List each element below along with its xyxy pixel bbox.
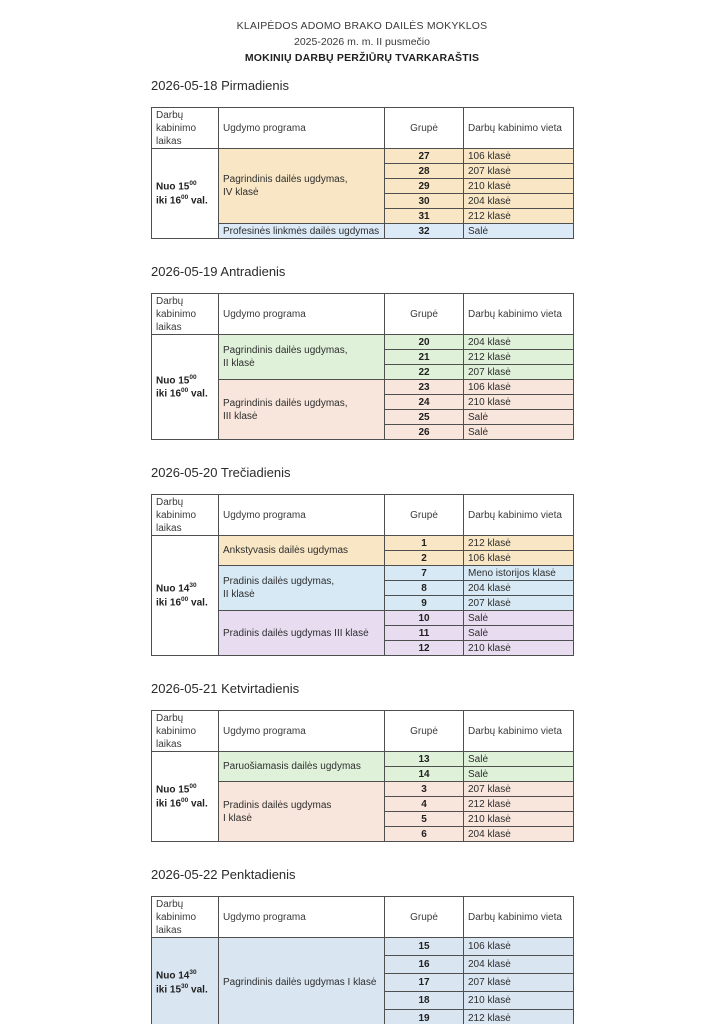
header-group: Grupė	[385, 294, 464, 335]
location-cell: 212 klasė	[464, 536, 574, 551]
group-number-cell: 5	[385, 812, 464, 827]
program-cell	[219, 938, 385, 1024]
program-cell	[219, 752, 385, 782]
schedule-table	[151, 107, 574, 239]
group-number-cell: 26	[385, 425, 464, 440]
location-cell: Salė	[464, 425, 574, 440]
location-cell: 207 klasė	[464, 365, 574, 380]
location-cell: 106 klasė	[464, 380, 574, 395]
location-cell: 210 klasė	[464, 395, 574, 410]
header-program: Ugdymo programa	[219, 495, 385, 536]
location-cell: Salė	[464, 224, 574, 239]
section-date-heading: 2026-05-19 Antradienis	[151, 264, 286, 279]
group-number-cell: 8	[385, 581, 464, 596]
location-cell: Salė	[464, 752, 574, 767]
group-number-cell: 10	[385, 611, 464, 626]
program-line: Paruošiamasis dailės ugdymas	[223, 761, 361, 772]
time-line: Nuo $15^{00}$	[156, 180, 197, 193]
program-cell	[219, 566, 385, 611]
time-line: iki $15^{30}$ val.	[156, 982, 208, 995]
table-row	[152, 149, 574, 164]
group-number-cell: 9	[385, 596, 464, 611]
time-line: iki $16^{00}$ val.	[156, 193, 208, 206]
header-program: Ugdymo programa	[219, 294, 385, 335]
header-time: Darbų kabinimo laikas	[152, 294, 219, 335]
group-number-cell: 3	[385, 782, 464, 797]
time-line: iki $16^{00}$ val.	[156, 796, 208, 809]
group-number-cell: 21	[385, 350, 464, 365]
header-time: Darbų kabinimo laikas	[152, 711, 219, 752]
header-program: Ugdymo programa	[219, 711, 385, 752]
time-cell	[152, 335, 219, 440]
group-number-cell: 30	[385, 194, 464, 209]
program-cell	[219, 224, 385, 239]
time-line: iki $16^{00}$ val.	[156, 595, 208, 608]
time-cell	[152, 536, 219, 656]
location-cell: 106 klasė	[464, 149, 574, 164]
schedule-table	[151, 896, 574, 1024]
schedule-section	[151, 78, 575, 239]
schedule-table	[151, 293, 574, 440]
program-line: Pagrindinis dailės ugdymas,	[223, 397, 348, 409]
time-line: Nuo $15^{00}$	[156, 783, 197, 796]
group-number-cell: 28	[385, 164, 464, 179]
location-cell: Salė	[464, 611, 574, 626]
location-cell: 210 klasė	[464, 992, 574, 1010]
location-cell: 210 klasė	[464, 179, 574, 194]
program-line: IV klasė	[223, 187, 259, 198]
group-number-cell: 18	[385, 992, 464, 1010]
time-line: iki $16^{00}$ val.	[156, 387, 208, 400]
group-number-cell: 25	[385, 410, 464, 425]
table-row	[152, 752, 574, 767]
location-cell: 204 klasė	[464, 335, 574, 350]
time-cell	[152, 938, 219, 1024]
location-cell: 212 klasė	[464, 350, 574, 365]
header-row	[152, 495, 574, 536]
group-number-cell: 6	[385, 827, 464, 842]
location-cell: 210 klasė	[464, 641, 574, 656]
group-number-cell: 20	[385, 335, 464, 350]
location-cell: 204 klasė	[464, 194, 574, 209]
section-date-heading: 2026-05-21 Ketvirtadienis	[151, 681, 300, 696]
location-cell: 204 klasė	[464, 827, 574, 842]
group-number-cell: 29	[385, 179, 464, 194]
table-row	[152, 335, 574, 350]
group-number-cell: 24	[385, 395, 464, 410]
time-line: Nuo $15^{00}$	[156, 373, 197, 386]
header-row	[152, 711, 574, 752]
title-block	[0, 20, 724, 64]
table-row	[152, 938, 574, 956]
program-line: Pagrindinis dailės ugdymas I klasė	[223, 977, 377, 988]
section-date-heading: 2026-05-18 Pirmadienis	[151, 78, 290, 93]
header-group: Grupė	[385, 897, 464, 938]
time-cell	[152, 752, 219, 842]
group-number-cell: 15	[385, 938, 464, 956]
header-location: Darbų kabinimo vieta	[464, 294, 574, 335]
schedule-table	[151, 494, 574, 656]
location-cell: Meno istorijos klasė	[464, 566, 574, 581]
section-date-heading: 2026-05-20 Trečiadienis	[151, 465, 291, 480]
header-location: Darbų kabinimo vieta	[464, 711, 574, 752]
location-cell: Salė	[464, 767, 574, 782]
group-number-cell: 17	[385, 974, 464, 992]
program-cell	[219, 782, 385, 842]
schedule-section	[151, 465, 575, 656]
document-title: MOKINIŲ DARBŲ PERŽIŪRŲ TVARKARAŠTIS	[244, 52, 480, 64]
group-number-cell: 32	[385, 224, 464, 239]
group-number-cell: 7	[385, 566, 464, 581]
group-number-cell: 16	[385, 956, 464, 974]
program-line: Pradinis dailės ugdymas,	[223, 576, 335, 587]
time-line: Nuo $14^{30}$	[156, 582, 197, 595]
header-location: Darbų kabinimo vieta	[464, 495, 574, 536]
program-cell	[219, 335, 385, 380]
program-line: Profesinės linkmės dailės ugdymas	[223, 225, 380, 237]
program-line: II klasė	[223, 589, 255, 600]
program-line: I klasė	[223, 812, 252, 824]
schedule-section	[151, 867, 575, 1024]
program-cell	[219, 611, 385, 656]
schedule-sections	[151, 78, 575, 1024]
location-cell: 207 klasė	[464, 596, 574, 611]
header-time: Darbų kabinimo laikas	[152, 495, 219, 536]
program-line: Pradinis dailės ugdymas III klasė	[223, 627, 369, 639]
location-cell: 212 klasė	[464, 797, 574, 812]
program-line: III klasė	[223, 410, 258, 422]
group-number-cell: 13	[385, 752, 464, 767]
location-cell: 204 klasė	[464, 581, 574, 596]
program-line: Ankstyvasis dailės ugdymas	[223, 545, 349, 556]
time-cell	[152, 149, 219, 239]
group-number-cell: 12	[385, 641, 464, 656]
location-cell: 106 klasė	[464, 938, 574, 956]
schedule-section	[151, 264, 575, 440]
program-cell	[219, 536, 385, 566]
location-cell: 212 klasė	[464, 209, 574, 224]
location-cell: 212 klasė	[464, 1010, 574, 1024]
header-row	[152, 108, 574, 149]
header-location: Darbų kabinimo vieta	[464, 897, 574, 938]
header-group: Grupė	[385, 711, 464, 752]
header-row	[152, 897, 574, 938]
program-cell	[219, 149, 385, 224]
group-number-cell: 31	[385, 209, 464, 224]
group-number-cell: 14	[385, 767, 464, 782]
group-number-cell: 2	[385, 551, 464, 566]
school-name: KLAIPĖDOS ADOMO BRAKO DAILĖS MOKYKLOS	[236, 20, 488, 32]
location-cell: Salė	[464, 410, 574, 425]
term-subtitle: 2025-2026 m. m. II pusmečio	[294, 36, 430, 48]
location-cell: 207 klasė	[464, 974, 574, 992]
location-cell: 210 klasė	[464, 812, 574, 827]
group-number-cell: 4	[385, 797, 464, 812]
location-cell: Salė	[464, 626, 574, 641]
header-time: Darbų kabinimo laikas	[152, 897, 219, 938]
schedule-section	[151, 681, 575, 842]
program-line: Pradinis dailės ugdymas	[223, 799, 332, 811]
header-group: Grupė	[385, 495, 464, 536]
header-location: Darbų kabinimo vieta	[464, 108, 574, 149]
header-program: Ugdymo programa	[219, 108, 385, 149]
location-cell: 204 klasė	[464, 956, 574, 974]
program-line: Pagrindinis dailės ugdymas,	[223, 345, 348, 356]
header-time: Darbų kabinimo laikas	[152, 108, 219, 149]
location-cell: 106 klasė	[464, 551, 574, 566]
group-number-cell: 23	[385, 380, 464, 395]
header-row	[152, 294, 574, 335]
group-number-cell: 11	[385, 626, 464, 641]
time-line: Nuo $14^{30}$	[156, 969, 197, 982]
program-cell	[219, 380, 385, 440]
group-number-cell: 1	[385, 536, 464, 551]
header-program: Ugdymo programa	[219, 897, 385, 938]
program-line: Pagrindinis dailės ugdymas,	[223, 174, 348, 185]
location-cell: 207 klasė	[464, 164, 574, 179]
program-line: II klasė	[223, 358, 255, 369]
group-number-cell: 22	[385, 365, 464, 380]
schedule-table	[151, 710, 574, 842]
section-date-heading: 2026-05-22 Penktadienis	[151, 867, 296, 882]
group-number-cell: 19	[385, 1010, 464, 1024]
table-row	[152, 536, 574, 551]
group-number-cell: 27	[385, 149, 464, 164]
location-cell: 207 klasė	[464, 782, 574, 797]
header-group: Grupė	[385, 108, 464, 149]
